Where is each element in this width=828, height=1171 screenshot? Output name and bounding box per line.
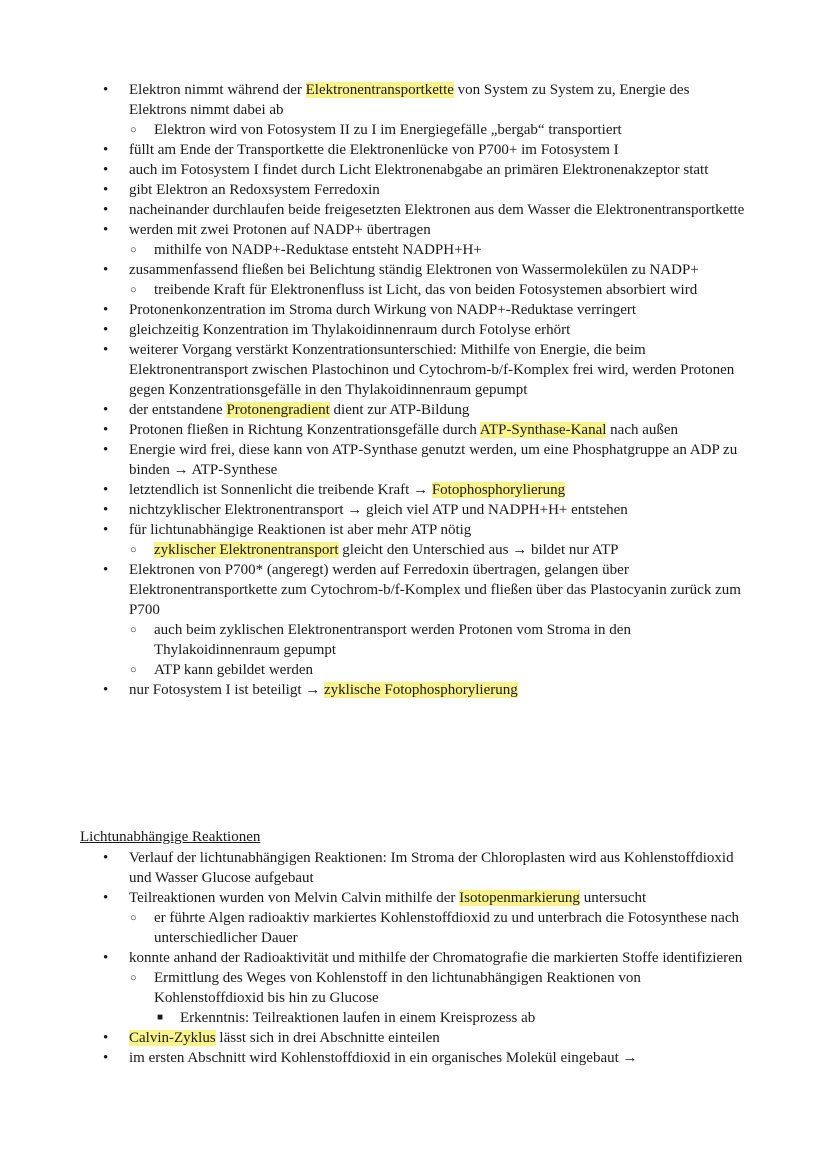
item-text: füllt am Ende der Transportkette die Elektronenlücke von P700+ im Fotosystem I bbox=[129, 142, 619, 158]
list-item bbox=[0, 620, 828, 660]
item-text: lässt sich in drei Abschnitte einteilen bbox=[215, 1030, 440, 1046]
bullet-icon: • bbox=[103, 562, 109, 578]
item-text: Elektronen von P700* (angeregt) werden auf Ferredoxin übertragen, gelangen über Elektronentransportkette zum Cytochrom-b/f-Komplex und fließen über das Plastocyanin zurück zum P700 bbox=[129, 562, 741, 618]
list-item bbox=[0, 420, 828, 440]
list-item bbox=[0, 680, 828, 700]
bullet-icon: • bbox=[103, 162, 109, 178]
highlighted-term: Elektronentransportkette bbox=[305, 82, 454, 98]
item-text: gibt Elektron an Redoxsystem Ferredoxin bbox=[129, 182, 380, 198]
bullet-icon: • bbox=[103, 442, 109, 458]
item-text: nach außen bbox=[606, 422, 679, 438]
item-text: nichtzyklischer Elektronentransport → gleich viel ATP und NADPH+H+ entstehen bbox=[129, 502, 628, 518]
bullet-icon: • bbox=[103, 302, 109, 318]
bullet-icon: • bbox=[103, 182, 109, 198]
list-item bbox=[0, 1048, 828, 1068]
list-item bbox=[0, 520, 828, 540]
item-text: weiterer Vorgang verstärkt Konzentrationsunterschied: Mithilfe von Energie, die beim Elektronentransport zwischen Plastochinon und Cytochrom-b/f-Komplex frei wird, werden Protonen gegen Konzentrationsgefälle in den Thylakoidinnenraum gepumpt bbox=[129, 342, 735, 398]
bullet-icon: • bbox=[103, 482, 109, 498]
list-item bbox=[0, 220, 828, 240]
list-item bbox=[0, 320, 828, 340]
item-text: Verlauf der lichtunabhängigen Reaktionen: Im Stroma der Chloroplasten wird aus Kohlenstoffdioxid und Wasser Glucose aufgebaut bbox=[129, 850, 734, 886]
list-item bbox=[0, 400, 828, 420]
list-item bbox=[0, 540, 828, 560]
highlighted-term: Fotophosphorylierung bbox=[431, 482, 566, 498]
item-text: ATP kann gebildet werden bbox=[154, 662, 313, 678]
list-item bbox=[0, 260, 828, 280]
list-item bbox=[0, 480, 828, 500]
bullet-icon: • bbox=[103, 342, 109, 358]
list-item bbox=[0, 140, 828, 160]
list-item bbox=[0, 440, 828, 480]
bullet-icon: ■ bbox=[157, 1012, 164, 1023]
bullet-icon: • bbox=[103, 322, 109, 338]
bullet-list-light-reactions bbox=[0, 80, 828, 700]
item-text: Erkenntnis: Teilreaktionen laufen in einem Kreisprozess ab bbox=[180, 1010, 536, 1026]
list-item bbox=[0, 560, 828, 620]
bullet-icon: ○ bbox=[130, 664, 137, 676]
highlighted-term: Calvin-Zyklus bbox=[129, 1030, 216, 1046]
bullet-icon: • bbox=[103, 1030, 109, 1046]
bullet-icon: • bbox=[103, 202, 109, 218]
item-text: nur Fotosystem I ist beteiligt → bbox=[129, 682, 324, 698]
list-item bbox=[0, 340, 828, 400]
bullet-icon: • bbox=[103, 950, 109, 966]
bullet-icon: • bbox=[103, 222, 109, 238]
bullet-icon: ○ bbox=[130, 624, 137, 636]
list-item bbox=[0, 968, 828, 1008]
list-item bbox=[0, 660, 828, 680]
item-text: für lichtunabhängige Reaktionen ist aber mehr ATP nötig bbox=[129, 522, 472, 538]
highlighted-term: zyklischer Elektronentransport bbox=[154, 542, 339, 558]
item-text: der entstandene bbox=[129, 402, 227, 418]
item-text: Ermittlung des Weges von Kohlenstoff in den lichtunabhängigen Reaktionen von Kohlenstoffdioxid bis hin zu Glucose bbox=[154, 970, 641, 1006]
item-text: im ersten Abschnitt wird Kohlenstoffdioxid in ein organisches Molekül eingebaut → bbox=[129, 1050, 638, 1066]
item-text: treibende Kraft für Elektronenfluss ist Licht, das von beiden Fotosystemen absorbiert wird bbox=[154, 282, 698, 298]
item-text: untersucht bbox=[579, 890, 647, 906]
item-text: auch im Fotosystem I findet durch Licht Elektronenabgabe an primären Elektronenakzeptor statt bbox=[129, 162, 709, 178]
item-text: Protonen fließen in Richtung Konzentrationsgefälle durch bbox=[129, 422, 480, 438]
bullet-icon: • bbox=[103, 890, 109, 906]
list-item bbox=[0, 240, 828, 260]
list-item bbox=[0, 300, 828, 320]
highlighted-term: zyklische Fotophosphorylierung bbox=[324, 682, 518, 698]
bullet-icon: • bbox=[103, 502, 109, 518]
bullet-icon: ○ bbox=[130, 284, 137, 296]
item-text: Elektron nimmt während der bbox=[129, 82, 306, 98]
item-text: gleicht den Unterschied aus → bildet nur ATP bbox=[338, 542, 619, 558]
item-text: Protonenkonzentration im Stroma durch Wirkung von NADP+-Reduktase verringert bbox=[129, 302, 637, 318]
list-item bbox=[0, 888, 828, 908]
bullet-icon: • bbox=[103, 682, 109, 698]
item-text: nacheinander durchlaufen beide freigesetzten Elektronen aus dem Wasser die Elektronentransportkette bbox=[129, 202, 745, 218]
bullet-list-light-independent bbox=[0, 848, 828, 1068]
bullet-icon: • bbox=[103, 402, 109, 418]
list-item bbox=[0, 948, 828, 968]
item-text: dient zur ATP-Bildung bbox=[329, 402, 470, 418]
list-item bbox=[0, 1008, 828, 1028]
bullet-icon: • bbox=[103, 142, 109, 158]
list-item bbox=[0, 848, 828, 888]
list-item bbox=[0, 280, 828, 300]
list-item bbox=[0, 200, 828, 220]
section-heading: Lichtunabhängige Reaktionen bbox=[80, 829, 261, 845]
bullet-icon: ○ bbox=[130, 912, 137, 924]
list-item bbox=[0, 1028, 828, 1048]
list-item bbox=[0, 160, 828, 180]
item-text: mithilfe von NADP+-Reduktase entsteht NADPH+H+ bbox=[154, 242, 482, 258]
bullet-icon: ○ bbox=[130, 244, 137, 256]
highlighted-term: ATP-Synthase-Kanal bbox=[479, 422, 607, 438]
item-text: letztendlich ist Sonnenlicht die treibende Kraft → bbox=[129, 482, 432, 498]
list-item bbox=[0, 908, 828, 948]
bullet-icon: • bbox=[103, 850, 109, 866]
highlighted-term: Protonengradient bbox=[226, 402, 330, 418]
bullet-icon: ○ bbox=[130, 124, 137, 136]
bullet-icon: • bbox=[103, 82, 109, 98]
list-item bbox=[0, 180, 828, 200]
bullet-icon: • bbox=[103, 262, 109, 278]
item-text: zusammenfassend fließen bei Belichtung ständig Elektronen von Wassermolekülen zu NADP+ bbox=[129, 262, 699, 278]
list-item bbox=[0, 500, 828, 520]
item-text: konnte anhand der Radioaktivität und mithilfe der Chromatografie die markierten Stoffe identifizieren bbox=[129, 950, 743, 966]
highlighted-term: Isotopenmarkierung bbox=[459, 890, 580, 906]
bullet-icon: ○ bbox=[130, 544, 137, 556]
bullet-icon: • bbox=[103, 1050, 109, 1066]
list-item bbox=[0, 80, 828, 120]
item-text: auch beim zyklischen Elektronentransport werden Protonen vom Stroma in den Thylakoidinnenraum gepumpt bbox=[154, 622, 631, 658]
item-text: werden mit zwei Protonen auf NADP+ übertragen bbox=[129, 222, 431, 238]
bullet-icon: • bbox=[103, 522, 109, 538]
item-text: Energie wird frei, diese kann von ATP-Synthase genutzt werden, um eine Phosphatgruppe an ADP zu binden → ATP-Synthese bbox=[129, 442, 738, 478]
item-text: Elektron wird von Fotosystem II zu I im Energiegefälle „bergab“ transportiert bbox=[154, 122, 622, 138]
list-item bbox=[0, 120, 828, 140]
bullet-icon: ○ bbox=[130, 972, 137, 984]
item-text: gleichzeitig Konzentration im Thylakoidinnenraum durch Fotolyse erhört bbox=[129, 322, 571, 338]
item-text: Teilreaktionen wurden von Melvin Calvin mithilfe der bbox=[129, 890, 460, 906]
bullet-icon: • bbox=[103, 422, 109, 438]
item-text: er führte Algen radioaktiv markiertes Kohlenstoffdioxid zu und unterbrach die Fotosynthese nach unterschiedlicher Dauer bbox=[154, 910, 739, 946]
item-text: von System zu System zu, Energie des Elektrons nimmt dabei ab bbox=[129, 82, 690, 118]
